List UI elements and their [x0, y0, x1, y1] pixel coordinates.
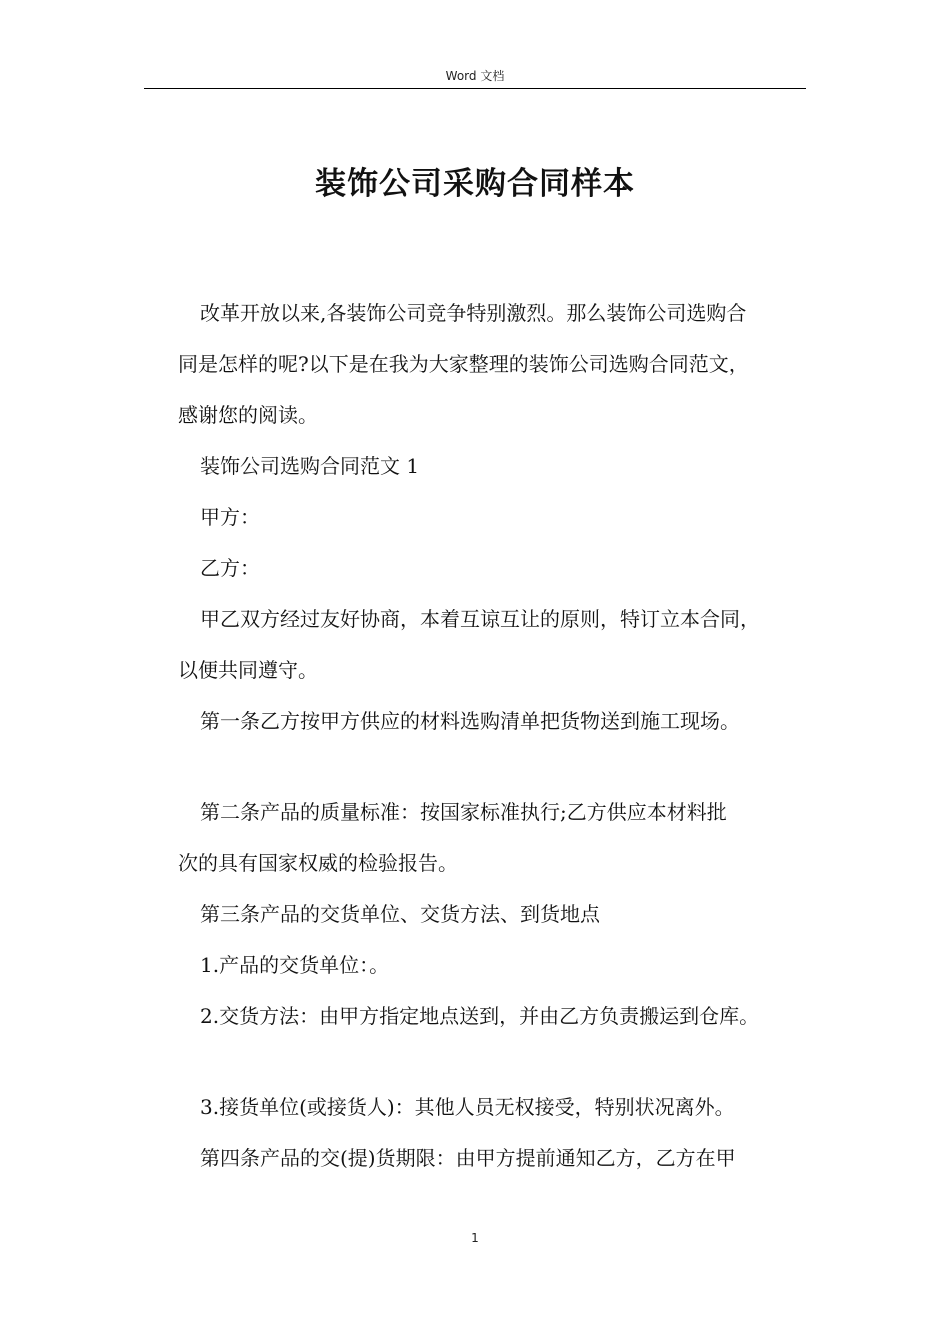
- preamble-line: 以便共同遵守。: [178, 658, 318, 682]
- party-a-line: 甲方：: [200, 505, 260, 529]
- article-3-item-1: 1.产品的交货单位：。: [200, 953, 390, 977]
- article-1: 第一条乙方按甲方供应的材料选购清单把货物送到施工现场。: [200, 709, 740, 733]
- sample-heading: 装饰公司选购合同范文 1: [200, 454, 420, 478]
- article-3-item-3: 3.接货单位(或接货人)：其他人员无权接受，特别状况离外。: [200, 1095, 735, 1119]
- document-body: [178, 288, 818, 1184]
- article-4: 第四条产品的交(提)货期限：由甲方提前通知乙方，乙方在甲: [200, 1146, 736, 1170]
- page-number: 1: [471, 1231, 479, 1245]
- paragraph-spacer: [178, 1042, 818, 1082]
- page-header-label: Word 文档: [445, 69, 505, 83]
- article-2-line: 次的具有国家权威的检验报告。: [178, 851, 458, 875]
- intro-paragraph-line: 同是怎样的呢?以下是在我为大家整理的装饰公司选购合同范文，: [178, 352, 749, 376]
- preamble-line: 甲乙双方经过友好协商，本着互谅互让的原则，特订立本合同，: [200, 607, 760, 631]
- paragraph-spacer: [178, 747, 818, 787]
- article-2-line: 第二条产品的质量标准：按国家标准执行;乙方供应本材料批: [200, 800, 727, 824]
- intro-paragraph-line: 感谢您的阅读。: [178, 403, 318, 427]
- header-divider: [144, 88, 806, 89]
- article-3: 第三条产品的交货单位、交货方法、到货地点: [200, 902, 600, 926]
- article-3-item-2: 2.交货方法：由甲方指定地点送到，并由乙方负责搬运到仓库。: [200, 1004, 760, 1028]
- party-b-line: 乙方：: [200, 556, 260, 580]
- document-title: 装饰公司采购合同样本: [315, 166, 635, 202]
- intro-paragraph-line: 改革开放以来,各装饰公司竞争特别激烈。那么装饰公司选购合: [200, 301, 747, 325]
